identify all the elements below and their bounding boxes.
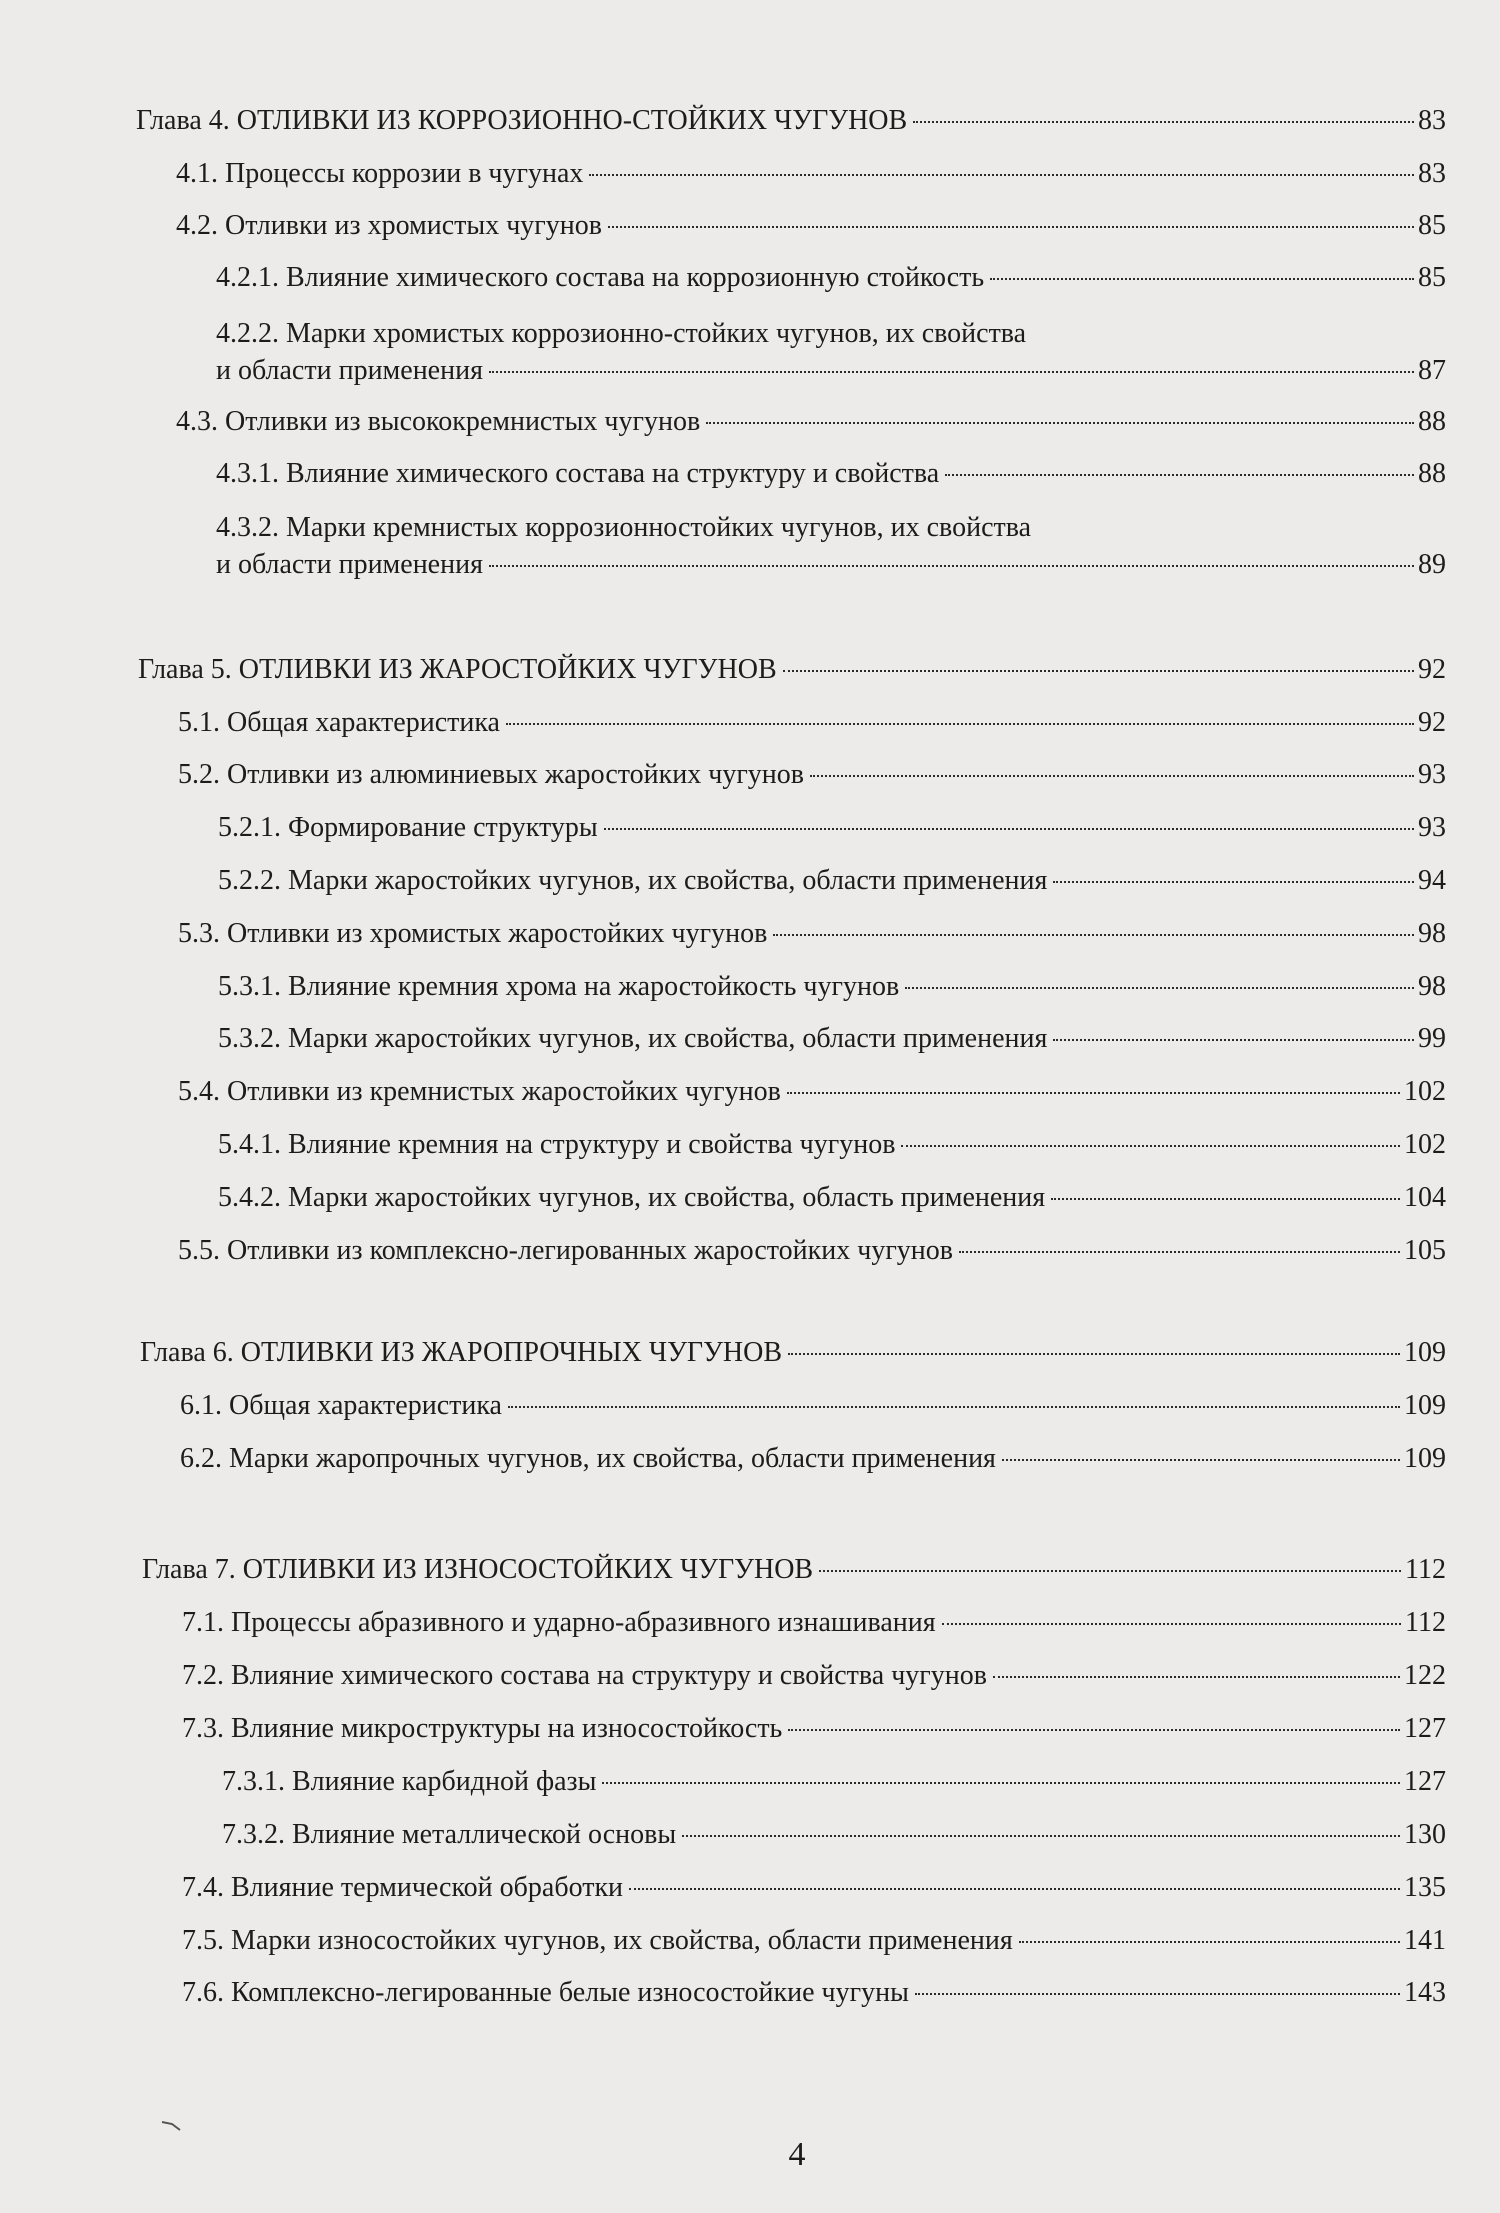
toc-entry-title: и области применения bbox=[216, 549, 483, 580]
toc-entry bbox=[180, 1389, 1446, 1423]
toc-entry-title: 5.2. Отливки из алюминиевых жаростойких чугунов bbox=[178, 759, 805, 790]
toc-entry bbox=[218, 864, 1446, 898]
toc-entry bbox=[218, 1128, 1446, 1162]
toc-entry-page: 102 bbox=[1404, 1076, 1446, 1107]
toc-entry-title-line1: 4.3.2. Марки кремнистых коррозионностойких чугунов, их свойства bbox=[216, 512, 1032, 543]
toc-entry-page: 92 bbox=[1418, 654, 1446, 685]
toc-entry-title: 7.4. Влияние термической обработки bbox=[182, 1872, 624, 1903]
toc-entry-title: 4.2.1. Влияние химического состава на коррозионную стойкость bbox=[216, 262, 985, 293]
toc-entry-page: 112 bbox=[1405, 1607, 1446, 1638]
dot-leader bbox=[787, 1092, 1400, 1094]
toc-entry bbox=[218, 970, 1446, 1004]
ink-mark bbox=[160, 2118, 182, 2132]
dot-leader bbox=[1019, 1941, 1400, 1943]
dot-leader bbox=[604, 828, 1414, 830]
toc-entry-title: 7.3. Влияние микроструктуры на износостойкость bbox=[182, 1713, 783, 1744]
toc-entry-page: 93 bbox=[1418, 759, 1446, 790]
toc-entry-title: 5.3.1. Влияние кремния хрома на жаростойкость чугунов bbox=[218, 971, 900, 1002]
dot-leader bbox=[915, 1993, 1400, 1995]
toc-entry bbox=[216, 511, 1446, 582]
toc-entry-page: 94 bbox=[1418, 865, 1446, 896]
dot-leader bbox=[489, 565, 1414, 567]
dot-leader bbox=[1002, 1459, 1400, 1461]
toc-entry-page: 85 bbox=[1418, 210, 1446, 241]
dot-leader bbox=[773, 934, 1414, 936]
toc-entry-title: 5.3.2. Марки жаростойких чугунов, их свойства, области применения bbox=[218, 1023, 1048, 1054]
toc-entry bbox=[176, 209, 1446, 243]
page-number: 4 bbox=[788, 2136, 806, 2173]
toc-entry-page: 122 bbox=[1404, 1660, 1446, 1691]
dot-leader bbox=[629, 1888, 1400, 1890]
toc-entry-page: 89 bbox=[1418, 549, 1446, 580]
toc-entry-page: 141 bbox=[1404, 1925, 1446, 1956]
toc-entry-page: 109 bbox=[1404, 1337, 1446, 1368]
dot-leader bbox=[810, 775, 1414, 777]
toc-entry-page: 109 bbox=[1404, 1390, 1446, 1421]
toc-entry-title: 4.2. Отливки из хромистых чугунов bbox=[176, 210, 602, 241]
dot-leader bbox=[1053, 881, 1414, 883]
toc-entry bbox=[222, 1765, 1446, 1799]
toc-entry bbox=[136, 104, 1446, 138]
toc-entry-page: 104 bbox=[1404, 1182, 1446, 1213]
dot-leader bbox=[706, 422, 1414, 424]
toc-entry bbox=[140, 1336, 1446, 1370]
toc-entry bbox=[216, 317, 1446, 388]
toc-entry-page: 112 bbox=[1405, 1554, 1446, 1585]
dot-leader bbox=[602, 1782, 1400, 1784]
toc-entry-title-line1: 4.2.2. Марки хромистых коррозионно-стойких чугунов, их свойства bbox=[216, 318, 1027, 349]
toc-entry-page: 83 bbox=[1418, 105, 1446, 136]
toc-entry-title: 5.3. Отливки из хромистых жаростойких чугунов bbox=[178, 918, 768, 949]
toc-entry bbox=[176, 157, 1446, 191]
toc-entry-page: 105 bbox=[1404, 1235, 1446, 1266]
toc-entry-page: 135 bbox=[1404, 1872, 1446, 1903]
dot-leader bbox=[506, 723, 1414, 725]
toc-entry-title: 5.1. Общая характеристика bbox=[178, 707, 500, 738]
dot-leader bbox=[783, 670, 1414, 672]
toc-entry bbox=[182, 1659, 1446, 1693]
dot-leader bbox=[682, 1835, 1400, 1837]
toc-entry-title: 7.2. Влияние химического состава на структуру и свойства чугунов bbox=[182, 1660, 987, 1691]
toc-entry-title: Глава 7. ОТЛИВКИ ИЗ ИЗНОСОСТОЙКИХ ЧУГУНОВ bbox=[142, 1554, 814, 1585]
dot-leader bbox=[942, 1623, 1401, 1625]
toc-entry-title: 5.4.2. Марки жаростойких чугунов, их свойства, область применения bbox=[218, 1182, 1046, 1213]
toc-entry-title: Глава 6. ОТЛИВКИ ИЗ ЖАРОПРОЧНЫХ ЧУГУНОВ bbox=[140, 1337, 783, 1368]
dot-leader bbox=[905, 987, 1414, 989]
toc-entry bbox=[178, 917, 1446, 951]
toc-entry-page: 98 bbox=[1418, 971, 1446, 1002]
dot-leader bbox=[990, 278, 1414, 280]
toc-entry-page: 127 bbox=[1404, 1713, 1446, 1744]
toc-entry-page: 143 bbox=[1404, 1977, 1446, 2008]
toc-entry-title: 5.4. Отливки из кремнистых жаростойких чугунов bbox=[178, 1076, 781, 1107]
toc-entry bbox=[138, 653, 1446, 687]
toc-entry bbox=[180, 1442, 1446, 1476]
toc-entry bbox=[182, 1712, 1446, 1746]
toc-entry-title: 4.3. Отливки из высококремнистых чугунов bbox=[176, 406, 701, 437]
toc-entry-page: 88 bbox=[1418, 406, 1446, 437]
dot-leader bbox=[819, 1570, 1401, 1572]
toc-entry-page: 99 bbox=[1418, 1023, 1446, 1054]
toc-entry-page: 93 bbox=[1418, 812, 1446, 843]
toc-entry-page: 83 bbox=[1418, 158, 1446, 189]
toc-entry-title: 7.6. Комплексно-легированные белые износостойкие чугуны bbox=[182, 1977, 909, 2008]
dot-leader bbox=[945, 474, 1414, 476]
toc-entry bbox=[178, 1075, 1446, 1109]
dot-leader bbox=[901, 1145, 1400, 1147]
toc-entry-page: 85 bbox=[1418, 262, 1446, 293]
toc-entry bbox=[182, 1976, 1446, 2010]
toc-entry-title: 7.3.1. Влияние карбидной фазы bbox=[222, 1766, 597, 1797]
toc-entry bbox=[182, 1606, 1446, 1640]
dot-leader bbox=[959, 1251, 1400, 1253]
toc-entry bbox=[178, 706, 1446, 740]
dot-leader bbox=[1053, 1039, 1414, 1041]
toc-entry bbox=[218, 1181, 1446, 1215]
toc-entry-title: Глава 4. ОТЛИВКИ ИЗ КОРРОЗИОННО-СТОЙКИХ ЧУГУНОВ bbox=[136, 105, 908, 136]
toc-entry-title: 5.5. Отливки из комплексно-легированных жаростойких чугунов bbox=[178, 1235, 954, 1266]
toc-entry bbox=[178, 1234, 1446, 1268]
dot-leader bbox=[788, 1353, 1400, 1355]
toc-entry bbox=[176, 405, 1446, 439]
dot-leader bbox=[489, 371, 1414, 373]
toc-entry-title: 5.4.1. Влияние кремния на структуру и свойства чугунов bbox=[218, 1129, 896, 1160]
dot-leader bbox=[608, 226, 1414, 228]
toc-entry bbox=[216, 457, 1446, 491]
toc-entry-title: 6.1. Общая характеристика bbox=[180, 1390, 502, 1421]
dot-leader bbox=[913, 121, 1414, 123]
toc-entry-page: 109 bbox=[1404, 1443, 1446, 1474]
dot-leader bbox=[788, 1729, 1400, 1731]
toc-entry-title: Глава 5. ОТЛИВКИ ИЗ ЖАРОСТОЙКИХ ЧУГУНОВ bbox=[138, 654, 777, 685]
toc-entry bbox=[218, 1022, 1446, 1056]
toc-entry-page: 127 bbox=[1404, 1766, 1446, 1797]
toc-entry-page: 87 bbox=[1418, 355, 1446, 386]
dot-leader bbox=[1051, 1198, 1400, 1200]
toc-entry-page: 88 bbox=[1418, 458, 1446, 489]
toc-entry-title: 7.3.2. Влияние металлической основы bbox=[222, 1819, 677, 1850]
toc-entry-title: 7.1. Процессы абразивного и ударно-абразивного изнашивания bbox=[182, 1607, 936, 1638]
toc-entry bbox=[222, 1818, 1446, 1852]
toc-entry bbox=[142, 1553, 1446, 1587]
toc-entry-page: 102 bbox=[1404, 1129, 1446, 1160]
toc-entry-title: 6.2. Марки жаропрочных чугунов, их свойства, области применения bbox=[180, 1443, 996, 1474]
toc-entry-page: 130 bbox=[1404, 1819, 1446, 1850]
toc-entry-title: 7.5. Марки износостойких чугунов, их свойства, области применения bbox=[182, 1925, 1013, 1956]
toc-entry-title: 5.2.1. Формирование структуры bbox=[218, 812, 598, 843]
toc-entry-page: 92 bbox=[1418, 707, 1446, 738]
toc-entry bbox=[182, 1871, 1446, 1905]
toc-entry-title: 4.3.1. Влияние химического состава на структуру и свойства bbox=[216, 458, 940, 489]
toc-entry-title: 4.1. Процессы коррозии в чугунах bbox=[176, 158, 584, 189]
dot-leader bbox=[508, 1406, 1400, 1408]
toc-entry bbox=[216, 261, 1446, 295]
toc-entry bbox=[182, 1924, 1446, 1958]
dot-leader bbox=[993, 1676, 1400, 1678]
toc-entry bbox=[178, 758, 1446, 792]
toc-entry-title: 5.2.2. Марки жаростойких чугунов, их свойства, области применения bbox=[218, 865, 1048, 896]
toc-entry bbox=[218, 811, 1446, 845]
toc-entry-title: и области применения bbox=[216, 355, 483, 386]
toc-entry-page: 98 bbox=[1418, 918, 1446, 949]
dot-leader bbox=[589, 174, 1414, 176]
